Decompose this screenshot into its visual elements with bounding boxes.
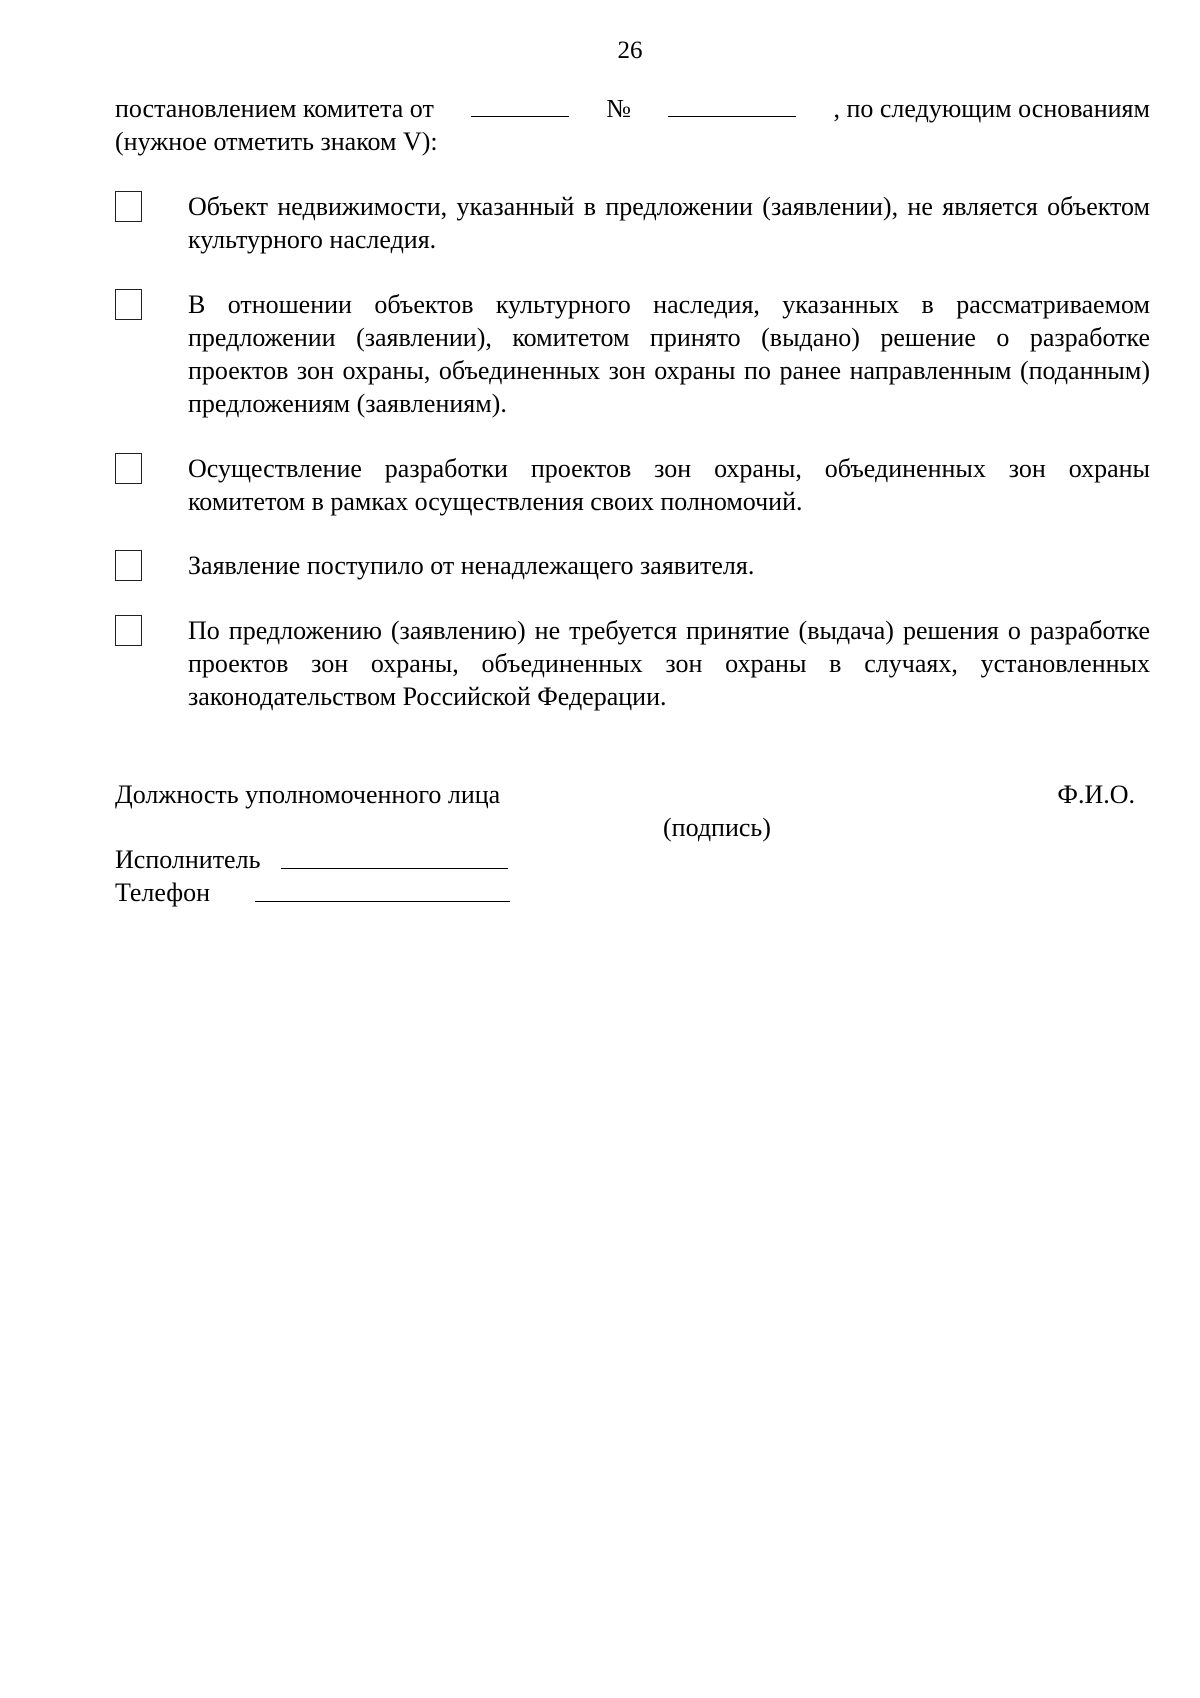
option-text: Объект недвижимости, указанный в предложении (заявлении), не является объектом культурного наследия. [188,192,1150,254]
intro-line-1 [115,92,1150,125]
full-name-label: Ф.И.О. [1057,780,1135,809]
checkbox[interactable] [115,615,142,646]
page-number: 26 [617,37,643,64]
signature-caption: (подпись) [663,813,771,842]
checkbox[interactable] [115,453,142,484]
executor-blank[interactable] [281,868,508,869]
phone-blank[interactable] [255,901,510,902]
intro-line-2: (нужное отметить знаком V): [115,127,438,156]
intro-grounds-text: , по следующим основаниям [833,94,1150,123]
checkbox[interactable] [115,289,142,320]
official-position-label: Должность уполномоченного лица [115,780,501,809]
signature-block [115,778,1135,842]
phone-label: Телефон [115,878,211,907]
option-text: В отношении объектов культурного наследия, указанных в рассматриваемом предложении (заявлении), комитетом принято (выдано) решение о разработке проектов зон охраны, объединенных зон охраны по ранее направленным (поданным) предложениям (заявлениям). [188,290,1150,418]
number-blank[interactable] [668,92,796,117]
intro-paragraph [115,92,1150,158]
number-sign: № [606,94,632,123]
option-text: По предложению (заявлению) не требуется принятие (выдача) решения о разработке проектов зон охраны, объединенных зон охраны в случаях, установленных законодательством Российской Федерации. [188,616,1150,711]
option-text: Осуществление разработки проектов зон охраны, объединенных зон охраны комитетом в рамках осуществления своих полномочий. [188,454,1150,516]
intro-resolution-text: постановлением комитета от [115,94,434,123]
executor-label: Исполнитель [115,845,261,874]
checkbox[interactable] [115,550,142,581]
option-text: Заявление поступило от ненадлежащего заявителя. [188,551,755,580]
date-blank[interactable] [471,92,569,117]
executor-block [115,843,615,909]
checkbox[interactable] [115,191,142,222]
